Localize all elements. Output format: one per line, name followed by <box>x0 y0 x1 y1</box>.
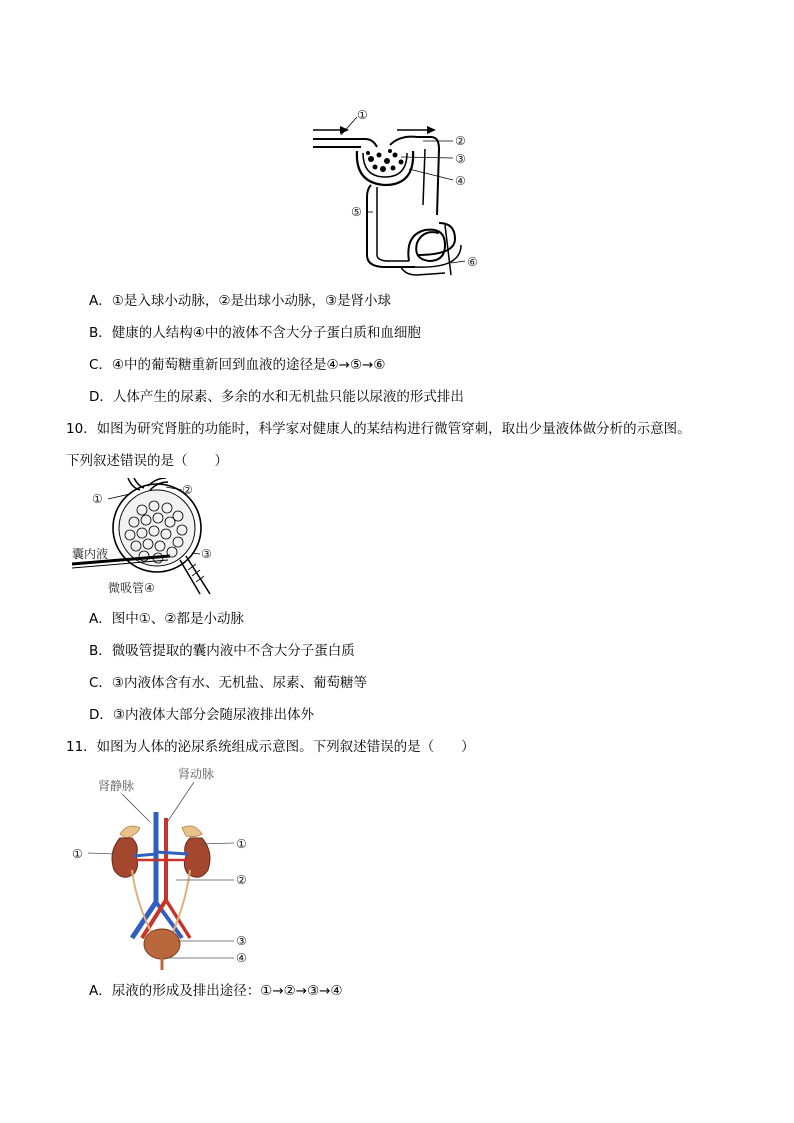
renal-corpuscle-diagram <box>72 478 222 598</box>
nephron-label-3: ③ <box>455 152 466 166</box>
q10-option-b: B．微吸管提取的囊内液中不含大分子蛋白质 <box>89 643 355 659</box>
corpuscle-label-3: ③ <box>201 547 212 561</box>
urinary-label-1-right: ① <box>236 837 247 851</box>
q11-stem: 11．如图为人体的泌尿系统组成示意图。下列叙述错误的是（ ） <box>66 739 475 755</box>
nephron-label-1: ① <box>357 108 368 122</box>
q10-option-c: C．③内液体含有水、无机盐、尿素、葡萄糖等 <box>89 675 368 691</box>
nephron-label-4: ④ <box>455 174 466 188</box>
nephron-label-2: ② <box>455 134 466 148</box>
nephron-label-5: ⑤ <box>351 205 362 219</box>
q11-option-a: A．尿液的形成及排出途径：①→②→③→④ <box>89 983 343 999</box>
q10-stem-line1: 10．如图为研究肾脏的功能时，科学家对健康人的某结构进行微管穿刺，取出少量液体做分析的示意图。 <box>66 421 691 437</box>
nephron-label-6: ⑥ <box>467 255 478 269</box>
q9-option-b: B．健康的人结构④中的液体不含大分子蛋白质和血细胞 <box>89 325 421 341</box>
urinary-system-diagram <box>70 762 270 972</box>
nephron-diagram <box>305 105 505 280</box>
urinary-label-4: ④ <box>236 951 247 965</box>
corpuscle-label-1: ① <box>92 492 103 506</box>
micropipette-label: 微吸管④ <box>108 581 155 595</box>
urinary-label-1-left: ① <box>72 847 83 861</box>
renal-artery-label: 肾动脉 <box>178 767 215 781</box>
capsular-fluid-label: 囊内液 <box>72 547 109 561</box>
urinary-label-2: ② <box>236 873 247 887</box>
q9-option-c: C．④中的葡萄糖重新回到血液的途径是④→⑤→⑥ <box>89 357 386 373</box>
corpuscle-label-2: ② <box>182 483 193 497</box>
q10-stem-line2: 下列叙述错误的是（ ） <box>66 453 228 469</box>
urinary-label-3: ③ <box>236 934 247 948</box>
q10-option-d: D．③内液体大部分会随尿液排出体外 <box>89 707 314 723</box>
q9-option-a: A．①是入球小动脉，②是出球小动脉，③是肾小球 <box>89 293 392 309</box>
q10-option-a: A．图中①、②都是小动脉 <box>89 611 244 627</box>
q9-option-d: D．人体产生的尿素、多余的水和无机盐只能以尿液的形式排出 <box>89 389 464 405</box>
renal-vein-label: 肾静脉 <box>98 779 135 793</box>
